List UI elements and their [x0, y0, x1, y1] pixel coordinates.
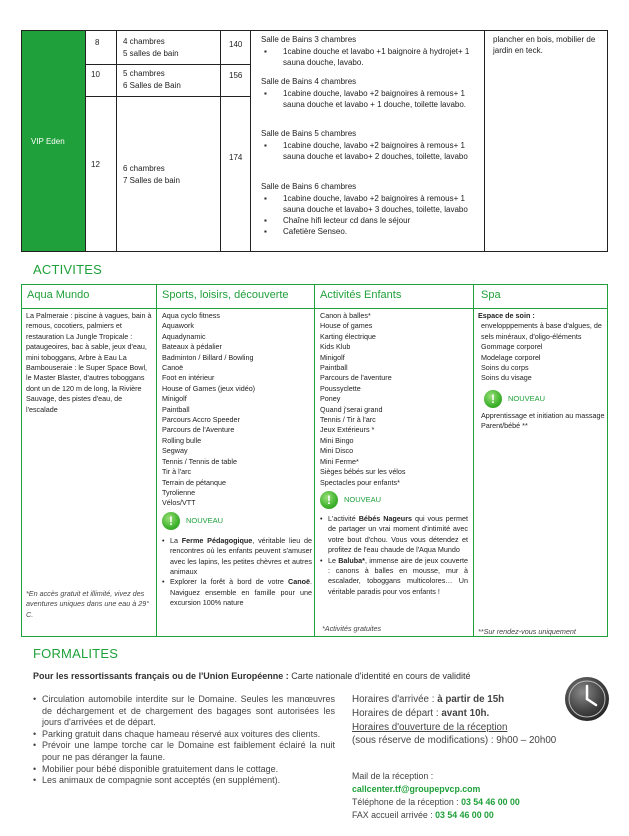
- enfants-note: *Activités gratuites: [322, 624, 382, 633]
- reception-hours-label: Horaires d'ouverture de la réception: [352, 721, 508, 733]
- persons-value: 10: [91, 70, 100, 79]
- rooms-value: 6 chambres 7 Salles de bain: [123, 164, 180, 185]
- bathroom-6: Salle de Bains 6 chambres ▪ 1cabine douche, lavabo +2 baignoires à remous+ 1 sauna douche et lavabo+ 3 douches, toilette, lavabo ▪ Chaîne hifi lecteur cd dans le séjour ▪ Cafetière Senseo.: [261, 181, 483, 237]
- sports-list-item: Aquadynamic: [162, 331, 206, 341]
- mail-link[interactable]: callcenter.tf@groupepvcp.com: [352, 784, 481, 794]
- spa-heading: Spa: [481, 289, 501, 301]
- sports-list-item: Tir à l'arc: [162, 467, 192, 477]
- enfants-list-item: Mini Bingo: [320, 435, 354, 445]
- spa-list-item: Modelage corporel: [481, 352, 541, 362]
- spa-list-item: envelopppements à base d'algues, de sels minéraux, d'oligo-éléments: [481, 321, 602, 341]
- fax-line: FAX accueil arrivée : 03 54 46 00 00: [352, 810, 494, 820]
- vip-eden-table: [21, 30, 608, 252]
- area-value: 156: [229, 71, 243, 80]
- persons-value: 8: [95, 38, 100, 47]
- enfants-list-item: Sièges bébés sur les vélos: [320, 467, 406, 477]
- area-value: 140: [229, 40, 243, 49]
- sports-list-item: Rolling bulle: [162, 435, 202, 445]
- hours-block: [352, 693, 556, 748]
- persons-value: 12: [91, 160, 100, 169]
- aqua-mundo-text: La Palmeraie : piscine à vagues, bain à remous, cocotiers, palmiers et restauration La Jungle Tropicale : pataugeoires, bac à sable, jeux d'eau, mini toboggans, Arbre à Eau La Bambouseraie : le Super Space Bowl, le Master Blaster, d'autres toboggans dont un de 120 m de long, la Rivière Sauvage, des pistes d'eau, de l'escalade: [26, 311, 152, 414]
- mail-label: Mail de la réception :: [352, 771, 434, 781]
- exclamation-icon: !: [162, 512, 180, 530]
- enfants-list-item: Parcours de l'aventure: [320, 373, 392, 383]
- new-item: • Le Baluba*, immense aire de jeux couverte : canons à balles en mousse, mur à escalader, toboggans multicolores… Un véritable paradis pour vos enfants !: [320, 556, 468, 598]
- exclamation-icon: !: [484, 390, 502, 408]
- rule-item: • Circulation automobile interdite sur le Domaine. Seules les manœuvres de déchargement et de chargement des bagages sont autorisées les jours d'arrivées et de départ.: [33, 694, 335, 729]
- sports-list-item: Badminton / Billard / Bowling: [162, 352, 254, 362]
- sports-list: [162, 311, 312, 609]
- spa-list-item: Gommage corporel: [481, 342, 543, 352]
- exclamation-icon: !: [320, 491, 338, 509]
- rule-item: • Parking gratuit dans chaque hameau réservé aux voitures des clients.: [33, 729, 335, 741]
- spa-soins-label: Espace de soin :: [478, 311, 535, 320]
- bathroom-5: Salle de Bains 5 chambres ▪ 1cabine douche, lavabo +2 baignoires à remous+ 1 sauna douche et lavabo+ 2 douches, toilette, lavabo: [261, 128, 483, 162]
- enfants-heading: Activités Enfants: [320, 289, 402, 301]
- arrival-hours: Horaires d'arrivée : à partir de 15h: [352, 694, 505, 705]
- sports-list-item: Aqua cyclo fitness: [162, 311, 220, 320]
- new-badge: ! NOUVEAU: [484, 390, 605, 408]
- enfants-list-item: Minigolf: [320, 352, 345, 362]
- new-item: • La Ferme Pédagogique, véritable lieu de rencontres où les enfants peuvent s'amuser avec les lapins, les petites chèvres et autres animaux: [162, 536, 312, 578]
- enfants-list-item: Paintball: [320, 363, 348, 373]
- enfants-list-item: Jeux Extérieurs *: [320, 425, 375, 435]
- clock-icon: [563, 675, 611, 723]
- formalites-title: FORMALITES: [33, 646, 119, 661]
- reception-hours-value: (sous réserve de modifications) : 9h00 – 20h00: [352, 735, 557, 747]
- enfants-list-item: Kids Klub: [320, 342, 351, 352]
- rooms-value: 5 chambres 6 Salles de Bain: [123, 69, 181, 90]
- bathroom-3: Salle de Bains 3 chambres ▪ 1cabine douche et lavabo +1 baignoire à hydrojet+ 1 sauna douche, lavabo.: [261, 34, 483, 68]
- enfants-list-item: Spectacles pour enfants*: [320, 477, 400, 487]
- activities-table: [21, 284, 608, 637]
- rule-item: • Prévoir une lampe torche car le Domaine est faiblement éclairé la nuit pour ne pas déranger la faune.: [33, 740, 335, 763]
- enfants-list-item: Karting électrique: [320, 331, 376, 341]
- sports-list-item: Paintball: [162, 404, 190, 414]
- phone-line: Téléphone de la réception : 03 54 46 00 00: [352, 797, 520, 807]
- sports-list-item: Foot en intérieur: [162, 373, 215, 383]
- new-badge: ! NOUVEAU: [320, 491, 468, 509]
- enfants-list-item: Poussyclette: [320, 383, 361, 393]
- sports-list-item: Terrain de pétanque: [162, 477, 226, 487]
- sports-list-item: Parcours de l'Aventure: [162, 425, 235, 435]
- sports-list-item: Vélos/VTT: [162, 498, 196, 508]
- category-label: VIP Eden: [31, 136, 65, 146]
- enfants-list-item: Canon à balles*: [320, 311, 371, 320]
- sports-list-item: Tyrolienne: [162, 487, 196, 497]
- enfants-list-item: Tennis / Tir à l'arc: [320, 415, 376, 425]
- enfants-list-item: Mini Disco: [320, 446, 354, 456]
- contact-block: [352, 770, 520, 822]
- aqua-mundo-heading: Aqua Mundo: [27, 289, 90, 301]
- area-value: 174: [229, 153, 243, 162]
- sports-list-item: Canoë: [162, 363, 184, 373]
- spa-list-item: Soins du corps: [481, 363, 529, 373]
- spa-list-item: Soins du visage: [481, 373, 532, 383]
- rooms-value: 4 chambres 5 salles de bain: [123, 37, 179, 58]
- sports-list-item: Minigolf: [162, 394, 187, 404]
- enfants-list-item: House of games: [320, 321, 373, 331]
- spa-new-text: Apprentissage et initiation au massage Parent/bébé **: [481, 410, 605, 431]
- sports-list-item: Parcours Accro Speeder: [162, 415, 240, 425]
- sports-list-item: House of Games (jeux vidéo): [162, 383, 256, 393]
- rule-item: • Les animaux de compagnie sont acceptés (en supplément).: [33, 775, 335, 787]
- enfants-list: [320, 311, 468, 597]
- bathroom-4: Salle de Bains 4 chambres ▪ 1cabine douche, lavabo +2 baignoires à remous+ 1 sauna douche et lavabo + 1 douche, toilette lavabo.: [261, 76, 483, 110]
- rule-item: • Mobilier pour bébé disponible gratuitement dans le cottage.: [33, 764, 335, 776]
- departure-hours: Horaires de départ : avant 10h.: [352, 707, 490, 719]
- spa-list: [478, 311, 605, 432]
- sports-list-item: Aquawork: [162, 321, 194, 331]
- new-item: • L'activité Bébés Nageurs qui vous permet de partager un vrai moment d'intimité avec votre bout d'chou. Vous vous détendez et profitez de l'eau chaude de l'Aqua Mundo: [320, 514, 468, 556]
- sports-list-item: Segway: [162, 446, 188, 456]
- category-cell: [22, 31, 85, 251]
- enfants-list-item: Poney: [320, 394, 341, 404]
- formalites-rules: [33, 694, 335, 787]
- enfants-list-item: Quand j'serai grand: [320, 404, 383, 414]
- new-badge: ! NOUVEAU: [162, 512, 312, 530]
- aqua-mundo-note: *En accès gratuit et illimité, vivez des aventures uniques dans une eau à 29° C.: [26, 589, 150, 619]
- new-item: • Explorer la forêt à bord de votre Canoë. Naviguez ensemble en famille pour une excursion 100% nature: [162, 577, 312, 608]
- sports-list-item: Tennis / Tennis de table: [162, 456, 237, 466]
- formalites-intro: Pour les ressortissants français ou de l'Union Européenne : Carte nationale d'identité en cours de validité: [33, 671, 471, 681]
- enfants-list-item: Mini Ferme*: [320, 456, 359, 466]
- spa-note: **Sur rendez-vous uniquement: [478, 627, 576, 636]
- sports-heading: Sports, loisirs, découverte: [162, 289, 289, 301]
- equipment-text: plancher en bois, mobilier de jardin en teck.: [493, 35, 596, 55]
- activites-title: ACTIVITES: [33, 262, 102, 277]
- sports-list-item: Bateaux à pédalier: [162, 342, 222, 352]
